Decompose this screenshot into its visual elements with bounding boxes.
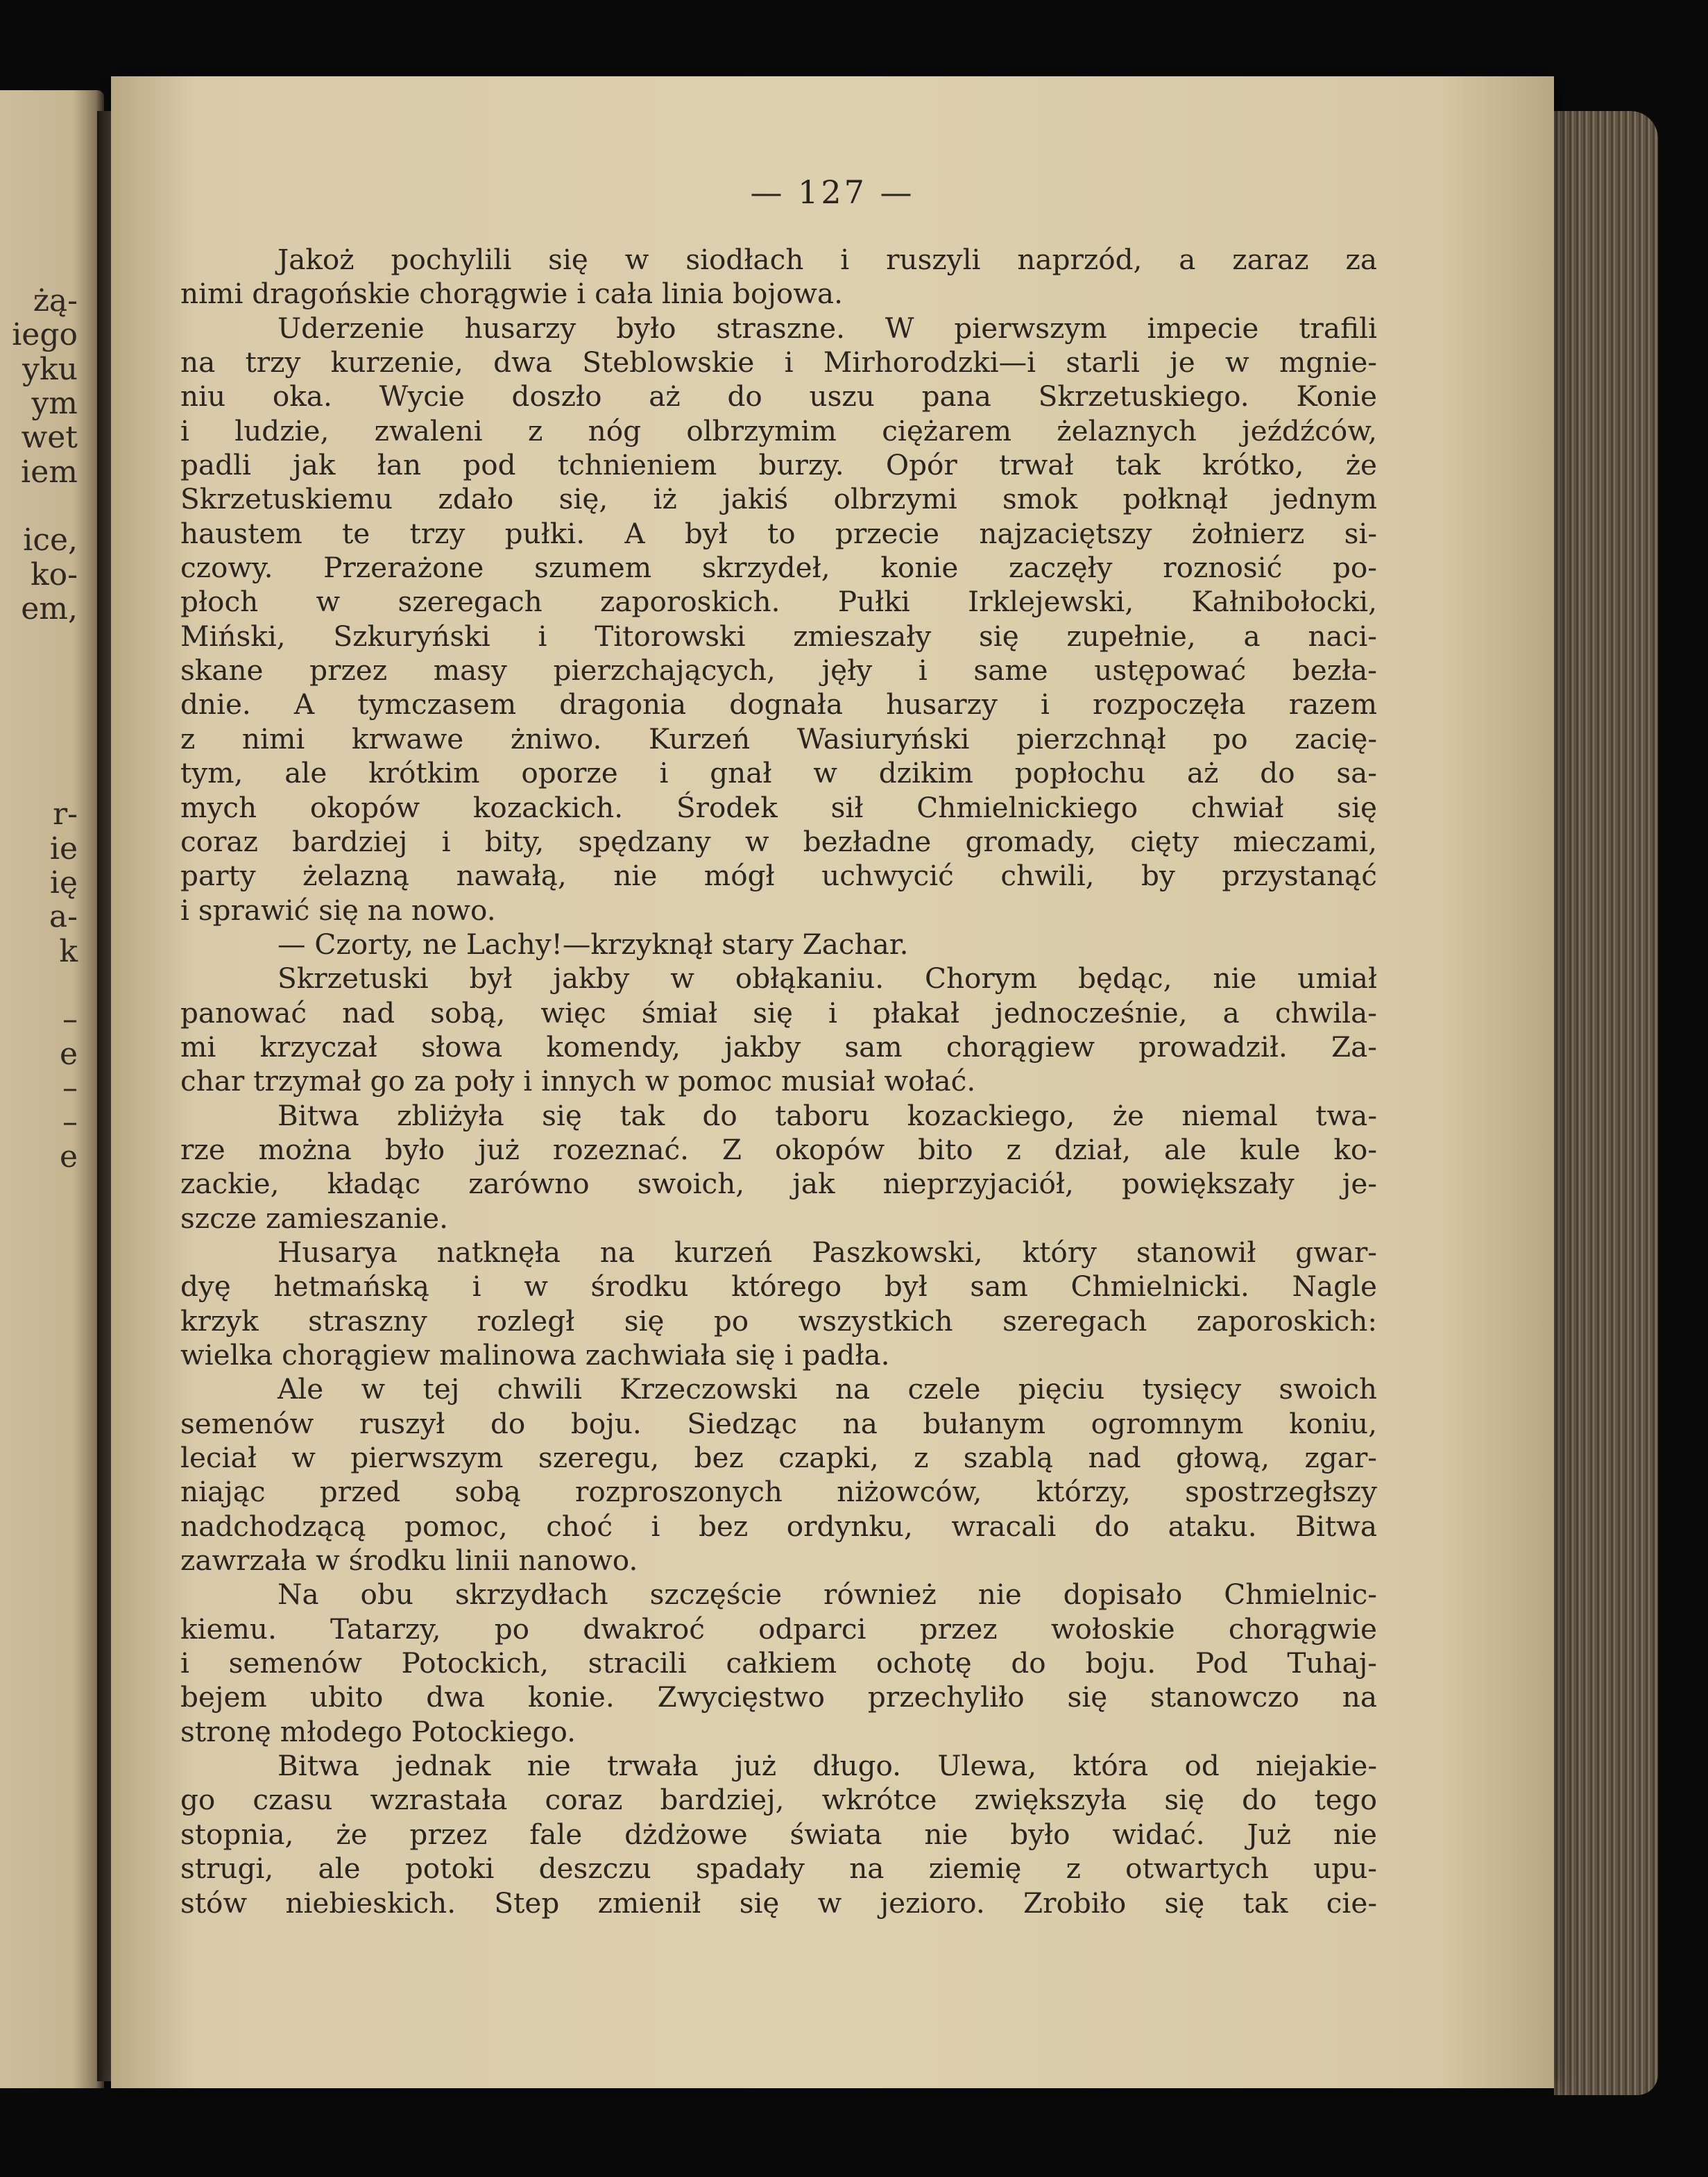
text-line: szcze zamieszanie. <box>180 1201 448 1235</box>
text-line: kiemu. Tatarzy, po dwakroć odparci przez wołoskie chorągwie <box>180 1612 1377 1646</box>
left-page-text-fragment: wet <box>21 420 78 456</box>
text-line: skane przez masy pierzchających, jęły i same ustępować bezła- <box>180 654 1377 688</box>
book-page-edges <box>1554 111 1658 2095</box>
text-line: Bitwa zbliżyła się tak do taboru kozackiego, że niemal twa- <box>277 1098 1377 1132</box>
left-page-text-fragment: k <box>59 933 78 969</box>
text-line: mi krzyczał słowa komendy, jakby sam chorągiew prowadził. Za- <box>180 1030 1377 1064</box>
text-line: tym, ale krótkim oporze i gnał w dzikim popłochu aż do sa- <box>180 756 1377 790</box>
text-line: krzyk straszny rozległ się po wszystkich szeregach zaporoskich: <box>180 1304 1377 1338</box>
text-line: i ludzie, zwaleni z nóg olbrzymim ciężarem żelaznych jeźdźców, <box>180 413 1377 447</box>
book-page <box>111 76 1554 2088</box>
text-line: Na obu skrzydłach szczęście również nie dopisało Chmielnic- <box>277 1578 1377 1612</box>
text-line: niu oka. Wycie doszło aż do uszu pana Skrzetuskiego. Konie <box>180 379 1377 413</box>
text-line: — Czorty, ne Lachy!—krzyknął stary Zachar. <box>277 927 909 961</box>
text-line: leciał w pierwszym szeregu, bez czapki, z szablą nad głową, zgar- <box>180 1441 1377 1475</box>
left-page-text-fragment: żą- <box>33 283 78 318</box>
left-page-text-fragment: yku <box>22 351 78 387</box>
text-line: i semenów Potockich, stracili całkiem ochotę do boju. Pod Tuhaj- <box>180 1646 1377 1680</box>
page-number: — 127 — <box>750 173 915 211</box>
left-page-text-fragment: e <box>59 1036 78 1072</box>
text-line: płoch w szeregach zaporoskich. Pułki Irklejewski, Kałnibołocki, <box>180 585 1377 619</box>
text-line: semenów ruszył do boju. Siedząc na bułanym ogromnym koniu, <box>180 1406 1377 1440</box>
text-line: niając przed sobą rozproszonych niżowców, którzy, spostrzegłszy <box>180 1475 1377 1509</box>
text-line: Miński, Szkuryński i Titorowski zmieszały się zupełnie, a naci- <box>180 619 1377 653</box>
text-line: panować nad sobą, więc śmiał się i płakał jednocześnie, a chwila- <box>180 996 1377 1030</box>
text-line: Husarya natknęła na kurzeń Paszkowski, który stanowił gwar- <box>277 1235 1377 1269</box>
text-line: mych okopów kozackich. Środek sił Chmielnickiego chwiał się <box>180 790 1377 824</box>
text-line: i sprawić się na nowo. <box>180 893 496 927</box>
left-page-text-fragment: – <box>62 1002 78 1038</box>
text-line: nadchodzącą pomoc, choć i bez ordynku, wracali do ataku. Bitwa <box>180 1509 1377 1543</box>
text-line: dnie. A tymczasem dragonia dognała husarzy i rozpoczęła razem <box>180 688 1377 722</box>
text-line: char trzymał go za poły i innych w pomoc musiał wołać. <box>180 1064 976 1098</box>
text-line: go czasu wzrastała coraz bardziej, wkrótce zwiększyła się do tego <box>180 1783 1377 1817</box>
text-line: haustem te trzy pułki. A był to przecie najzaciętszy żołnierz si- <box>180 516 1377 550</box>
left-page-text-fragment: – <box>62 1104 78 1141</box>
text-line: Skrzetuskiemu zdało się, iż jakiś olbrzymi smok połknął jednym <box>180 482 1377 516</box>
left-page-text-fragment: em, <box>21 591 78 627</box>
left-page-text-fragment: iem <box>21 454 78 490</box>
text-line: strugi, ale potoki deszczu spadały na ziemię z otwartych upu- <box>180 1852 1377 1886</box>
text-line: wielka chorągiew malinowa zachwiała się i padła. <box>180 1338 890 1372</box>
text-line: Jakoż pochylili się w siodłach i ruszyli naprzód, a zaraz za <box>277 243 1377 276</box>
text-line: zackie, kładąc zarówno swoich, jak nieprzyjaciół, powiększały je- <box>180 1167 1377 1201</box>
text-line: stronę młodego Potockiego. <box>180 1714 576 1748</box>
text-line: stów niebieskich. Step zmienił się w jezioro. Zrobiło się tak cie- <box>180 1886 1377 1920</box>
left-page-text-fragment: a- <box>49 899 78 935</box>
text-line: Uderzenie husarzy było straszne. W pierwszym impecie trafili <box>277 311 1377 345</box>
text-line: padli jak łan pod tchnieniem burzy. Opór trwał tak krótko, że <box>180 448 1377 482</box>
text-line: z nimi krwawe żniwo. Kurzeń Wasiuryński pierzchnął po zacię- <box>180 722 1377 755</box>
text-line: Skrzetuski był jakby w obłąkaniu. Chorym będąc, nie umiał <box>277 962 1377 996</box>
text-line: party żelazną nawałą, nie mógł uchwycić chwili, by przystanąć <box>180 859 1377 893</box>
text-line: coraz bardziej i bity, spędzany w bezładne gromady, cięty mieczami, <box>180 824 1377 858</box>
left-page-text-fragment: ię <box>49 864 78 900</box>
left-page-text-fragment: ym <box>31 386 78 422</box>
left-page-text-fragment: – <box>62 1070 78 1107</box>
text-line: rze można było już rozeznać. Z okopów bito z dział, ale kule ko- <box>180 1132 1377 1166</box>
text-line: dyę hetmańską i w środku którego był sam Chmielnicki. Nagle <box>180 1270 1377 1304</box>
previous-page-fragment <box>0 90 104 2088</box>
text-line: na trzy kurzenie, dwa Steblowskie i Mirhorodzki—i starli je w mgnie- <box>180 345 1377 379</box>
text-line: nimi dragońskie chorągwie i cała linia bojowa. <box>180 277 843 311</box>
text-line: czowy. Przerażone szumem skrzydeł, konie zaczęły roznosić po- <box>180 551 1377 585</box>
page-text <box>180 243 1377 1920</box>
text-line: stopnia, że przez fale dżdżowe świata nie było widać. Już nie <box>180 1817 1377 1851</box>
text-line: Ale w tej chwili Krzeczowski na czele pięciu tysięcy swoich <box>277 1372 1377 1406</box>
text-line: bejem ubito dwa konie. Zwycięstwo przechyliło się stanowczo na <box>180 1680 1377 1714</box>
left-page-text-fragment: ko- <box>30 556 78 592</box>
left-page-text-fragment: r- <box>53 796 78 833</box>
left-page-text-fragment: ice, <box>23 522 78 558</box>
left-page-text-fragment: ie <box>49 830 78 866</box>
text-line: Bitwa jednak nie trwała już długo. Ulewa, która od niejakie- <box>277 1749 1377 1783</box>
text-line: zawrzała w środku linii nanowo. <box>180 1544 638 1578</box>
left-page-text-fragment: iego <box>12 317 78 353</box>
left-page-text-fragment: e <box>59 1138 78 1175</box>
